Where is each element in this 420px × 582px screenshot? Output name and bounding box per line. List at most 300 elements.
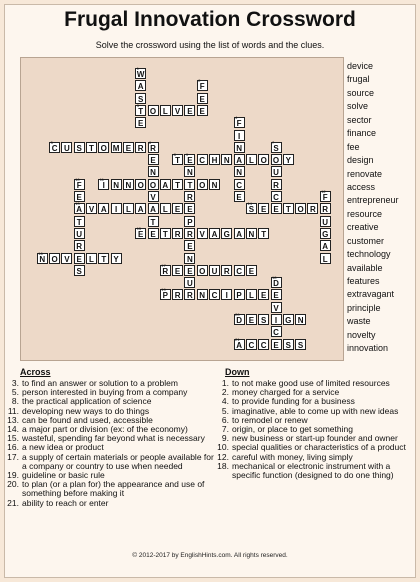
cell-letter: R <box>76 242 83 252</box>
cell-letter: Y <box>113 254 119 264</box>
cell-number: 14 <box>247 201 252 207</box>
grid-cell[interactable] <box>74 142 85 153</box>
grid-cell[interactable] <box>148 154 159 165</box>
cell-letter: P <box>187 217 193 227</box>
grid-cell[interactable] <box>295 203 306 214</box>
word-bank-item: principle <box>347 302 381 313</box>
grid-cell[interactable] <box>172 265 183 276</box>
grid-cell[interactable] <box>184 154 195 165</box>
grid-cell[interactable] <box>271 154 282 165</box>
clue-text: ability to reach or enter <box>22 497 109 508</box>
grid-cell[interactable] <box>209 154 220 165</box>
clue-text: careful with money, living simply <box>232 451 353 462</box>
cell-letter: O <box>100 143 107 153</box>
grid-cell[interactable] <box>271 302 282 313</box>
grid-cell[interactable] <box>197 228 208 239</box>
clue-text: developing new ways to do things <box>22 405 150 416</box>
cell-letter: L <box>162 205 168 215</box>
word-bank-item: customer <box>347 235 385 246</box>
grid-cell[interactable] <box>295 339 306 350</box>
grid-cell[interactable] <box>234 191 245 202</box>
grid-cell[interactable] <box>234 117 245 128</box>
grid-cell[interactable] <box>209 289 220 300</box>
cell-letter: C <box>236 180 242 190</box>
clue-number: 5. <box>221 405 229 416</box>
clue-number: 1. <box>221 378 229 388</box>
grid-cell[interactable] <box>320 191 331 202</box>
cell-letter: E <box>187 106 193 116</box>
grid-cell[interactable] <box>197 80 208 91</box>
cell-letter: L <box>248 156 254 166</box>
cell-letter: U <box>322 217 329 227</box>
grid-cell[interactable] <box>135 225 146 239</box>
cell-letter: T <box>101 254 107 264</box>
clue-text: imaginative, able to come up with new ideas <box>232 405 399 416</box>
cell-letter: I <box>102 180 105 190</box>
grid-cell[interactable] <box>209 179 220 190</box>
page-title: Frugal Innovation Crossword <box>64 8 356 31</box>
cell-number: 9 <box>185 152 189 158</box>
grid-cell[interactable] <box>61 253 72 264</box>
grid-cell[interactable] <box>74 203 85 214</box>
clue-number: 3. <box>11 378 19 388</box>
word-bank-item: features <box>347 276 380 286</box>
cell-letter: P <box>236 291 242 301</box>
cell-letter: N <box>297 316 304 325</box>
grid-cell[interactable] <box>135 117 146 128</box>
grid-cell[interactable] <box>86 203 97 214</box>
cell-letter: E <box>187 242 193 252</box>
grid-cell[interactable] <box>221 154 232 165</box>
grid-cell[interactable] <box>135 203 146 214</box>
word-bank-item: finance <box>347 128 377 139</box>
grid-cell[interactable] <box>148 105 159 116</box>
cell-letter: E <box>138 119 144 129</box>
grid-cell[interactable] <box>184 216 195 227</box>
cell-letter: O <box>137 180 144 190</box>
grid-cell[interactable] <box>98 142 109 153</box>
cell-letter: R <box>187 291 193 301</box>
grid-cell[interactable] <box>295 314 306 325</box>
word-bank-item: innovation <box>347 343 389 354</box>
grid-cell[interactable] <box>123 142 134 153</box>
grid-cell[interactable] <box>172 228 183 239</box>
cell-letter: O <box>260 156 267 166</box>
cell-letter: N <box>187 254 193 264</box>
cell-letter: U <box>76 229 83 239</box>
grid-cell[interactable] <box>135 179 146 190</box>
grid-cell[interactable] <box>172 105 183 116</box>
grid-cell[interactable] <box>111 253 122 264</box>
grid-cell[interactable] <box>172 289 183 300</box>
grid-cell[interactable] <box>246 228 257 239</box>
grid-cell[interactable] <box>283 203 294 214</box>
cell-letter: S <box>248 205 255 215</box>
cell-letter: W <box>136 70 145 79</box>
clue-number: 20. <box>7 479 19 490</box>
grid-cell[interactable] <box>197 179 208 190</box>
grid-cell[interactable] <box>283 314 294 325</box>
cell-letter: E <box>248 266 255 276</box>
grid-cell[interactable] <box>320 216 331 227</box>
word-bank-item: device <box>347 61 374 71</box>
cell-letter: F <box>236 119 242 129</box>
grid-cell[interactable] <box>234 166 245 177</box>
cell-number: 18 <box>272 275 277 281</box>
word-bank-item: solve <box>347 101 369 112</box>
grid-cell[interactable] <box>160 262 171 276</box>
clue-number: 11. <box>7 405 19 416</box>
cell-letter: V <box>88 205 95 215</box>
cell-letter: E <box>273 205 279 215</box>
cell-letter: T <box>162 229 168 239</box>
grid-cell[interactable] <box>234 179 245 190</box>
grid-cell[interactable] <box>197 93 208 104</box>
cell-letter: E <box>76 193 82 202</box>
clue-text: mechanical or electronic instrument with a specific function (designed to do one thing) <box>232 460 394 481</box>
cell-letter: A <box>76 205 83 215</box>
clue-text: can be found and used, accessible <box>22 414 153 425</box>
cell-letter: S <box>273 143 279 153</box>
grid-cell[interactable] <box>184 179 195 190</box>
clue-text: to remodel or renew <box>232 414 308 425</box>
grid-cell[interactable] <box>111 203 122 214</box>
grid-cell[interactable] <box>172 203 183 214</box>
clue-text: to provide funding for a business <box>232 396 355 407</box>
clue-number: 4. <box>221 396 229 407</box>
cell-letter: T <box>89 143 94 153</box>
grid-cell[interactable] <box>197 265 208 276</box>
grid-cell[interactable] <box>271 326 282 337</box>
grid-cell[interactable] <box>148 216 159 227</box>
grid-cell[interactable] <box>49 253 60 264</box>
word-bank-item: entrepreneur <box>347 195 399 206</box>
cell-letter: V <box>199 229 205 239</box>
grid-cell[interactable] <box>221 289 232 300</box>
grid-cell[interactable] <box>98 176 109 190</box>
cell-letter: E <box>273 291 279 301</box>
cell-letter: T <box>76 217 82 227</box>
grid-cell[interactable] <box>74 253 85 264</box>
grid-cell[interactable] <box>160 228 171 239</box>
cell-letter: N <box>125 180 132 190</box>
grid-cell[interactable] <box>209 228 220 239</box>
cell-letter: V <box>150 193 156 202</box>
cell-letter: R <box>187 229 193 239</box>
cell-letter: L <box>322 254 328 264</box>
cell-letter: A <box>100 205 107 215</box>
word-bank-item: novelty <box>347 329 376 340</box>
grid-cell[interactable] <box>246 265 257 276</box>
grid-cell[interactable] <box>271 289 282 300</box>
grid-cell[interactable] <box>320 253 331 264</box>
grid-cell[interactable] <box>221 228 232 239</box>
cell-number: 13 <box>75 201 80 207</box>
grid-cell[interactable] <box>271 139 282 153</box>
cell-letter: N <box>187 168 193 178</box>
cell-letter: R <box>273 180 279 190</box>
cell-letter: D <box>273 279 279 289</box>
grid-cell[interactable] <box>184 203 195 214</box>
cell-number: 20 <box>235 312 240 317</box>
cell-letter: E <box>125 143 132 153</box>
cell-letter: R <box>174 229 181 239</box>
cell-number: 11 <box>99 176 104 182</box>
grid-cell[interactable] <box>74 240 85 251</box>
cell-letter: C <box>51 143 58 153</box>
grid-cell[interactable] <box>258 203 269 214</box>
cell-number: 21 <box>235 336 240 342</box>
grid-cell[interactable] <box>98 253 109 264</box>
clue-text: person interested in buying from a company <box>22 387 188 398</box>
grid-cell[interactable] <box>172 179 183 190</box>
cell-letter: G <box>223 229 230 239</box>
grid-cell[interactable] <box>148 203 159 214</box>
grid-cell[interactable] <box>197 289 208 300</box>
cell-number: 19 <box>161 287 166 293</box>
grid-cell[interactable] <box>246 289 257 300</box>
cell-letter: I <box>225 291 228 301</box>
grid-cell[interactable] <box>160 105 171 116</box>
grid-cell[interactable] <box>246 203 257 214</box>
cell-letter: P <box>162 291 168 301</box>
grid-cell[interactable] <box>234 154 245 165</box>
cell-letter: H <box>211 156 218 166</box>
down-clues <box>212 379 418 480</box>
down-clue <box>212 462 418 480</box>
cell-letter: C <box>211 291 218 301</box>
grid-cell[interactable] <box>148 191 159 202</box>
cell-letter: U <box>211 266 218 276</box>
grid-cell[interactable] <box>184 191 195 202</box>
cell-letter: A <box>137 82 144 92</box>
grid-cell[interactable] <box>123 179 134 190</box>
cell-letter: A <box>150 205 156 215</box>
across-clues <box>2 379 217 508</box>
clue-text: a supply of certain materials or people available for a company or country to use when needed <box>22 451 214 471</box>
grid-cell[interactable] <box>258 228 269 239</box>
cell-number: 2 <box>198 78 201 84</box>
cell-letter: O <box>199 180 206 190</box>
cell-letter: E <box>236 193 242 202</box>
grid-cell[interactable] <box>135 142 146 153</box>
grid-cell[interactable] <box>246 154 257 165</box>
cell-letter: E <box>261 291 267 301</box>
grid-cell[interactable] <box>271 339 282 350</box>
grid-cell[interactable] <box>283 339 294 350</box>
across-heading: Across <box>20 367 51 377</box>
grid-cell[interactable] <box>184 253 195 264</box>
word-bank-item: extravagant <box>347 289 395 300</box>
grid-cell[interactable] <box>234 142 245 153</box>
cell-letter: V <box>174 106 181 116</box>
grid-cell[interactable] <box>74 176 85 190</box>
grid-cell[interactable] <box>221 265 232 276</box>
cell-letter: L <box>248 291 254 301</box>
grid-cell[interactable] <box>258 289 269 300</box>
cell-letter: G <box>322 229 329 239</box>
cell-letter: E <box>187 156 193 166</box>
cell-letter: N <box>150 168 156 178</box>
cell-number: 1 <box>136 66 139 71</box>
word-bank-item: access <box>347 181 376 192</box>
cell-letter: R <box>310 205 316 215</box>
grid-cell[interactable] <box>111 142 122 153</box>
grid-cell[interactable] <box>320 203 331 214</box>
cell-number: 17 <box>161 262 166 268</box>
grid-cell[interactable] <box>271 277 282 288</box>
cell-letter: E <box>76 254 82 264</box>
grid-cell[interactable] <box>184 240 195 251</box>
grid-cell[interactable] <box>74 216 85 227</box>
cell-number: 15 <box>136 225 142 231</box>
grid-cell[interactable] <box>197 105 208 116</box>
grid-cell[interactable] <box>135 68 146 79</box>
grid-cell[interactable] <box>123 203 134 214</box>
cell-letter: E <box>248 316 255 325</box>
grid-cell[interactable] <box>271 203 282 214</box>
cell-letter: I <box>237 131 241 141</box>
grid-cell[interactable] <box>74 228 85 239</box>
grid-cell[interactable] <box>234 289 245 300</box>
grid-cell[interactable] <box>37 250 48 264</box>
cell-letter: R <box>162 266 169 276</box>
grid-cell[interactable] <box>184 166 195 177</box>
cell-letter: E <box>150 229 156 239</box>
cell-letter: E <box>273 340 279 350</box>
grid-cell[interactable] <box>234 265 245 276</box>
cell-letter: T <box>187 180 193 190</box>
grid-cell[interactable] <box>283 154 294 165</box>
grid-cell[interactable] <box>148 166 159 177</box>
grid-cell[interactable] <box>98 203 109 214</box>
grid-cell[interactable] <box>234 336 245 350</box>
grid-cell[interactable] <box>258 154 269 165</box>
cell-letter: O <box>51 254 58 264</box>
clue-number: 16. <box>7 442 19 453</box>
grid-cell[interactable] <box>160 203 171 214</box>
cell-letter: U <box>273 168 279 178</box>
cell-letter: N <box>113 180 119 190</box>
cell-letter: S <box>138 94 144 104</box>
down-heading: Down <box>225 367 250 377</box>
word-bank-item: waste <box>347 316 371 327</box>
grid-cell[interactable] <box>111 179 122 190</box>
grid-cell[interactable] <box>49 139 60 153</box>
clue-text: the practical application of science <box>22 396 152 407</box>
grid-cell[interactable] <box>148 139 159 153</box>
grid-cell[interactable] <box>160 289 171 300</box>
grid-cell[interactable] <box>258 314 269 325</box>
grid-cell[interactable] <box>184 228 195 239</box>
grid-cell[interactable] <box>61 142 72 153</box>
grid-cell[interactable] <box>246 339 257 350</box>
grid-cell[interactable] <box>160 179 171 190</box>
cell-letter: R <box>174 291 181 301</box>
word-bank-item: renovate <box>347 168 383 179</box>
clue-text: to not make good use of limited resources <box>232 378 390 388</box>
grid-cell[interactable] <box>184 277 195 288</box>
cell-letter: N <box>248 229 255 239</box>
grid-cell[interactable] <box>320 240 331 251</box>
cell-letter: N <box>223 156 230 166</box>
clue-text: special qualities or characteristics of a product <box>232 442 406 453</box>
cell-letter: N <box>211 180 218 190</box>
cell-letter: O <box>149 180 157 190</box>
grid-cell[interactable] <box>246 314 257 325</box>
grid-cell[interactable] <box>135 80 146 91</box>
cell-letter: E <box>187 205 193 215</box>
word-bank-item: source <box>347 87 375 98</box>
grid-cell[interactable] <box>197 154 208 165</box>
grid-cell[interactable] <box>184 265 195 276</box>
cell-letter: I <box>274 316 278 325</box>
word-bank <box>347 60 417 356</box>
grid-cell[interactable] <box>148 228 159 239</box>
cell-letter: C <box>199 156 206 166</box>
across-clue <box>2 499 217 508</box>
grid-cell[interactable] <box>258 339 269 350</box>
clue-text: origin, or place to get something <box>232 424 353 435</box>
clue-number: 17. <box>7 451 19 462</box>
cell-letter: U <box>64 143 70 153</box>
cell-letter: C <box>260 340 267 350</box>
grid-cell[interactable] <box>234 314 245 325</box>
grid-cell[interactable] <box>86 142 97 153</box>
grid-cell[interactable] <box>184 289 195 300</box>
grid-cell[interactable] <box>86 253 97 264</box>
grid-cell[interactable] <box>172 154 183 165</box>
grid-cell[interactable] <box>74 265 85 276</box>
cell-letter: A <box>137 205 144 215</box>
cell-letter: A <box>211 229 218 239</box>
grid-cell[interactable] <box>307 203 318 214</box>
cell-letter: T <box>138 106 144 116</box>
cell-letter: S <box>76 143 82 153</box>
grid-cell[interactable] <box>271 166 282 177</box>
grid-cell[interactable] <box>271 191 282 202</box>
cell-letter: Y <box>285 156 291 166</box>
grid-cell[interactable] <box>209 265 220 276</box>
cell-letter: N <box>236 168 242 178</box>
clue-number: 15. <box>7 433 19 444</box>
cell-letter: E <box>174 266 181 276</box>
cell-letter: C <box>273 328 279 338</box>
clue-text: to plan (or a plan for) the appearance and use of something before making it <box>22 479 205 499</box>
cell-letter: C <box>236 266 242 276</box>
cell-letter: T <box>175 156 181 166</box>
cell-letter: G <box>285 316 292 325</box>
cell-number: 10 <box>75 176 80 182</box>
cell-letter: E <box>199 94 205 104</box>
grid-cell[interactable] <box>234 228 245 239</box>
clue-text: a new idea or product <box>22 442 104 453</box>
clue-number: 2. <box>221 387 229 398</box>
grid-cell[interactable] <box>184 105 195 116</box>
grid-cell[interactable] <box>135 102 146 116</box>
grid-cell[interactable] <box>234 130 245 141</box>
cell-letter: V <box>64 254 70 264</box>
clue-text: money charged for a service <box>232 387 340 398</box>
cell-letter: E <box>174 205 181 215</box>
word-bank-item: design <box>347 155 374 166</box>
grid-cell[interactable] <box>271 179 282 190</box>
grid-cell[interactable] <box>271 314 282 325</box>
grid-cell[interactable] <box>148 179 159 190</box>
clue-text: new business or start-up founder and owner <box>232 433 398 444</box>
across-clue <box>2 480 217 498</box>
grid-cell[interactable] <box>320 228 331 239</box>
